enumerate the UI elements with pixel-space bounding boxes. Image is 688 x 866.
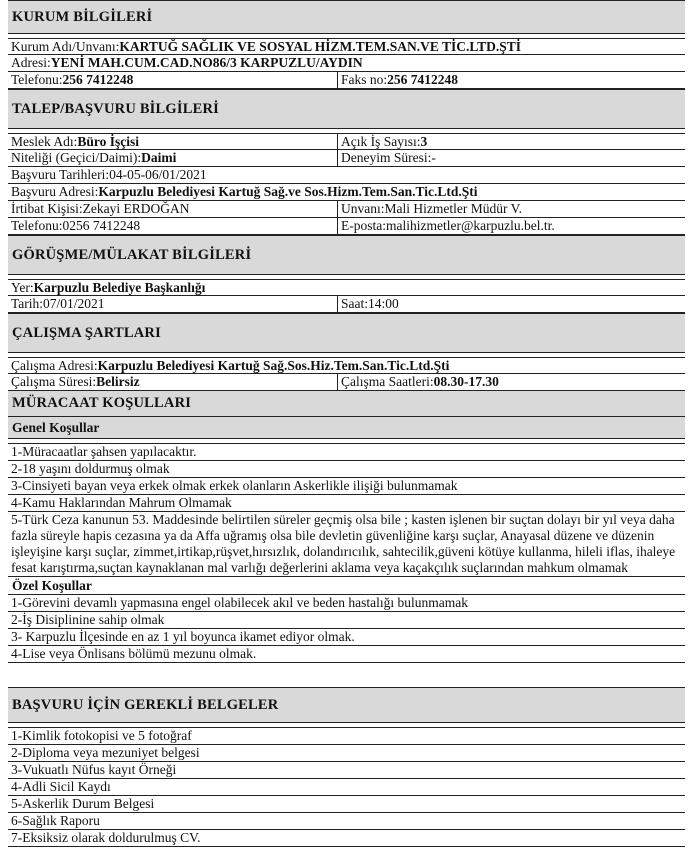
text: Tarih:07/01/2021 xyxy=(11,296,105,311)
list-item xyxy=(8,813,685,830)
row-kurum-telefon xyxy=(8,72,685,89)
row-nitelik xyxy=(8,150,685,167)
label: Kurum Adı/Unvanı: xyxy=(11,39,120,54)
value: Belirsiz xyxy=(96,374,140,389)
row-kurum-ad xyxy=(8,38,685,55)
value: Karpuzlu Belediyesi Kartuğ Sağ.Sos.Hiz.Tem.San.Tic.Ltd.Şti xyxy=(97,358,450,373)
list-item xyxy=(8,478,685,495)
label: Niteliği (Geçici/Daimi): xyxy=(11,150,142,165)
item-text: 6-Sağlık Raporu xyxy=(11,813,100,828)
value: Karpuzlu Belediyesi Kartuğ Sağ.ve Sos.Hizm.Tem.San.Tic.Ltd.Şti xyxy=(98,184,478,199)
list-item xyxy=(8,629,685,646)
section-title: GÖRÜŞME/MÜLAKAT BİLGİLERİ xyxy=(12,246,252,263)
section-header-kurum xyxy=(8,0,685,34)
row-basvuru-adres xyxy=(8,184,685,201)
label: Başvuru Adresi: xyxy=(11,184,99,199)
row-tarih-saat xyxy=(8,296,685,313)
value: 3 xyxy=(420,134,428,149)
list-item xyxy=(8,595,685,612)
text: Telefonu:0256 7412248 xyxy=(11,218,141,233)
section-header-belgeler xyxy=(8,687,685,723)
item-text: 2-Diploma veya mezuniyet belgesi xyxy=(11,745,200,760)
section-title: KURUM BİLGİLERİ xyxy=(12,8,153,25)
list-item xyxy=(8,728,685,745)
row-yer xyxy=(8,279,685,296)
value: Karpuzlu Belediye Başkanlığı xyxy=(33,280,206,295)
item-text: 4-Lise veya Önlisans bölümü mezunu olmak. xyxy=(11,646,257,661)
section-title: BAŞVURU İÇİN GEREKLİ BELGELER xyxy=(12,696,279,713)
label: Telefonu: xyxy=(11,72,63,87)
item-text: 1-Görevini devamlı yapmasına engel olabilecek akıl ve beden hastalığı bulunmamak xyxy=(11,595,468,610)
text: Unvanı:Mali Hizmetler Müdür V. xyxy=(341,201,522,216)
item-text: 5-Askerlik Durum Belgesi xyxy=(11,796,155,811)
row-iletisim xyxy=(8,218,685,235)
value: 256 7412248 xyxy=(387,72,459,87)
label: Faks no: xyxy=(341,72,388,87)
list-item xyxy=(8,762,685,779)
value: KARTUĞ SAĞLIK VE SOSYAL HİZM.TEM.SAN.VE TİC.LTD.ŞTİ xyxy=(119,39,522,54)
label: Açık İş Sayısı: xyxy=(341,134,421,149)
label: Çalışma Adresi: xyxy=(11,358,98,373)
subsection-genel xyxy=(8,417,685,439)
label: Meslek Adı: xyxy=(11,134,78,149)
label: Yer: xyxy=(11,280,34,295)
label: Adresi: xyxy=(11,55,51,70)
section-header-talep xyxy=(8,89,685,129)
row-basvuru-tarih xyxy=(8,167,685,184)
text: Saat:14:00 xyxy=(341,296,399,311)
list-item xyxy=(8,444,685,461)
list-item-paragraph: 5-Türk Ceza kanunun 53. Maddesinde belirtilen süreler geçmiş olsa bile ; kasten işlenen bir suçtan dolayı bir yıl veya daha fazla süreyle hapis cezasına ya da Affa uğramış olsa bile devletin güvenliğine karşı suçlar, Anayasal düzene ve düzenin işleyişine karşı suçlar, zimmet,irtikap,rüşvet,hırsızlık, dolandırıcılık, sahtecilik,güveni kötüye kullanma, hileli iflas, ihaleye fesat karıştırma,suçtan kaynaklanan mal varlığı değerlerini aklama veya kaçakçılık suçlarından mahkum olmamak xyxy=(8,512,685,577)
item-text: 7-Eksiksiz olarak doldurulmuş CV. xyxy=(11,830,201,845)
item-text: 1-Kimlik fotokopisi ve 5 fotoğraf xyxy=(11,728,192,743)
row-kurum-adres xyxy=(8,55,685,72)
list-item xyxy=(8,779,685,796)
label: Deneyim Süresi:- xyxy=(341,150,436,165)
value: 08.30-17.30 xyxy=(433,374,499,389)
list-item xyxy=(8,745,685,762)
list-item xyxy=(8,461,685,478)
value: Büro İşçisi xyxy=(77,134,140,149)
row-calisma-adres xyxy=(8,357,685,374)
list-item xyxy=(8,612,685,629)
label: Çalışma Süresi: xyxy=(11,374,97,389)
list-item xyxy=(8,830,685,847)
text: İrtibat Kişisi:Zekayi ERDOĞAN xyxy=(11,201,190,216)
list-item xyxy=(8,495,685,512)
row-meslek xyxy=(8,133,685,150)
item-text: 2-18 yaşını doldurmuş olmak xyxy=(11,461,170,476)
subsection-title: Özel Koşullar xyxy=(12,577,92,593)
list-item xyxy=(8,646,685,663)
text: Başvuru Tarihleri:04-05-06/01/2021 xyxy=(11,167,207,182)
row-irtibat xyxy=(8,201,685,218)
section-header-gorusme xyxy=(8,235,685,275)
text: E-posta:malihizmetler@karpuzlu.bel.tr. xyxy=(341,218,555,233)
section-title: TALEP/BAŞVURU BİLGİLERİ xyxy=(12,100,219,117)
subsection-title: Genel Koşullar xyxy=(12,419,100,435)
item-text: 4-Kamu Haklarından Mahrum Olmamak xyxy=(11,495,232,510)
item-text: 1-Müracaatlar şahsen yapılacaktır. xyxy=(11,444,197,459)
value: YENİ MAH.CUM.CAD.NO86/3 KARPUZLU/AYDIN xyxy=(50,55,363,70)
list-item xyxy=(8,796,685,813)
item-text: 3-Cinsiyeti bayan veya erkek olmak erkek olanların Askerlikle ilişiği bulunmamak xyxy=(11,478,458,493)
item-text: 3- Karpuzlu İlçesinde en az 1 yıl boyunca ikamet ediyor olmak. xyxy=(11,629,355,644)
item-text: 4-Adli Sicil Kaydı xyxy=(11,779,111,794)
row-calisma-sure xyxy=(8,374,685,391)
section-header-calisma xyxy=(8,313,685,353)
section-title: ÇALIŞMA ŞARTLARI xyxy=(12,324,161,341)
label: Çalışma Saatleri: xyxy=(341,374,434,389)
subsection-ozel xyxy=(8,577,685,595)
item-text: 3-Vukuatlı Nüfus kayıt Örneği xyxy=(11,762,177,777)
section-title: MÜRACAAT KOŞULLARI xyxy=(12,395,192,411)
job-posting-document xyxy=(8,0,685,847)
item-text: 2-İş Disiplinine sahip olmak xyxy=(11,612,165,627)
value: Daimi xyxy=(141,150,177,165)
value: 256 7412248 xyxy=(62,72,134,87)
section-header-muracaat xyxy=(8,391,685,417)
